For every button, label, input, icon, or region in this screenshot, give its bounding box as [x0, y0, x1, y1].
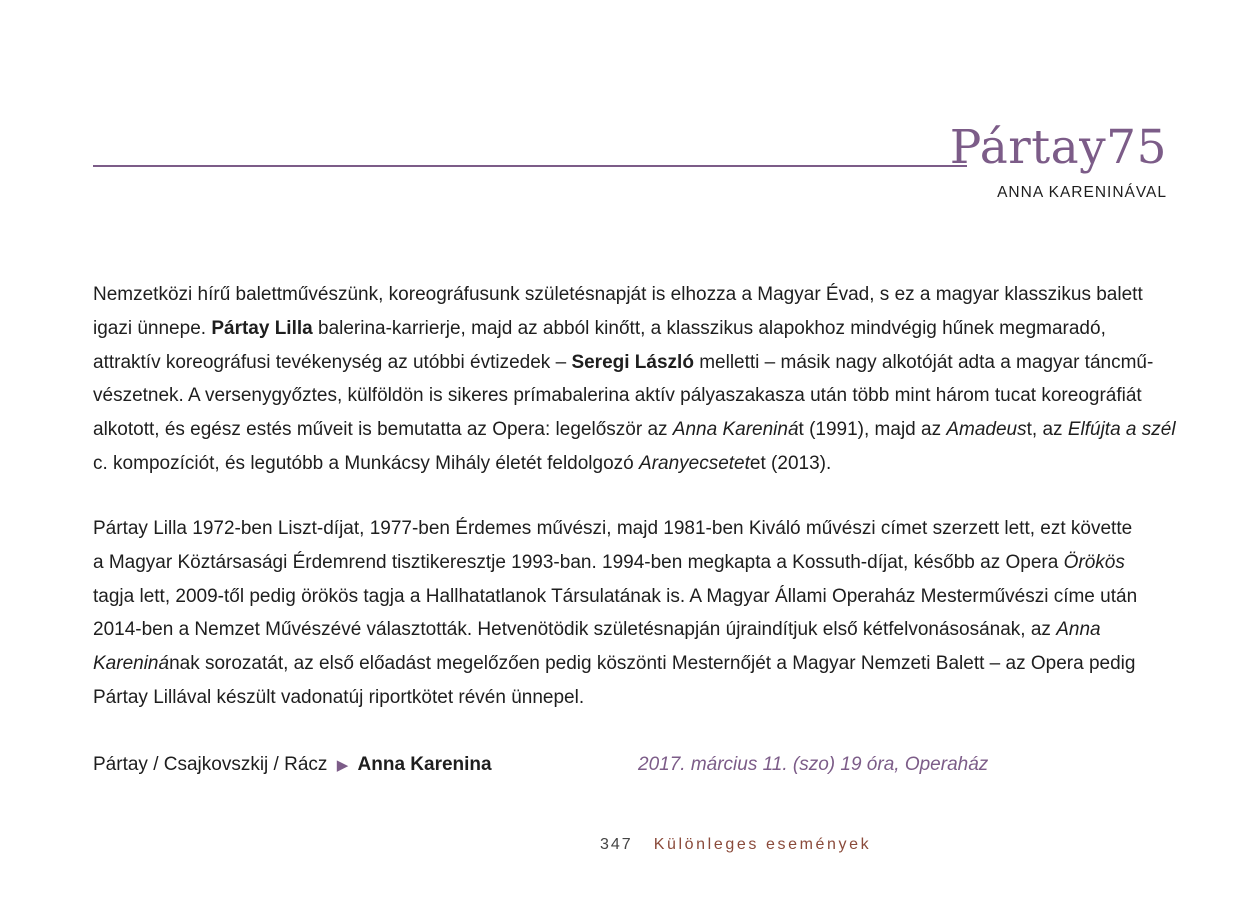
text-line: Pártay Lilla 1972-ben Liszt-díjat, 1977-ben Érdemes művészi, majd 1981-ben Kiváló művészi címet szerzett lett, ezt követte [93, 518, 1133, 539]
text-line: 2014-ben a Nemzet Művészévé választották. Hetvenötödik születésnapján újraindítjuk első kétfelvonásosának, az Anna [93, 619, 1101, 641]
text-line: c. kompozíciót, és legutóbb a Munkácsy Mihály életét feldolgozó Aranyecsetetet (2013). [93, 452, 832, 474]
work-title: Aranyecsetet [639, 452, 750, 474]
name-highlight: Pártay Lilla [211, 317, 313, 339]
work-title: Amadeus [946, 419, 1027, 441]
work-title: Elfújta a szél [1067, 419, 1176, 441]
emphasis: Örökös [1063, 551, 1125, 573]
performance-date: 2017. március 11. (szo) 19 óra, Operaház [638, 754, 989, 775]
text-line: Nemzetközi hírű balettművészünk, koreográfusunk születésnapját is elhozza a Magyar Évad, s ez a magyar klasszikus balett [93, 284, 1143, 305]
page-number: 347 [600, 836, 633, 853]
text-line: a Magyar Köztársasági Érdemrend tisztikeresztje 1993-ban. 1994-ben megkapta a Kossuth-díjat, később az Opera Örökös [93, 551, 1125, 573]
text-line: vészetnek. A versenygyőztes, külföldön is sikeres prímabalerina aktív pályaszakasza után több mint három tucat koreográfiát [93, 385, 1142, 407]
text-line: alkotott, és egész estés műveit is bemutatta az Opera: legelőször az Anna Kareninát (1991), majd az Amadeust, az Elfújta a szél [93, 419, 1176, 441]
page-footer [600, 836, 871, 854]
performance-credits: Pártay / Csajkovszkij / Rácz [93, 754, 328, 775]
work-title: Kareniná [93, 653, 170, 675]
header-rule [93, 165, 967, 167]
text-line: attraktív koreográfusi tevékenység az utóbbi évtizedek – Seregi László melletti – másik nagy alkotóját adta a magyar táncmű- [93, 351, 1154, 373]
name-highlight: Seregi László [571, 351, 694, 373]
work-title: Anna Kareniná [672, 419, 799, 441]
awards-paragraph [93, 512, 1183, 715]
arrow-icon: ▶ [336, 757, 349, 774]
intro-paragraph [93, 278, 1183, 481]
text-line: Pártay Lillával készült vadonatúj riportkötet révén ünnepel. [93, 686, 585, 708]
text-line: Kareninának sorozatát, az első előadást megelőzően pedig köszönti Mesternőjét a Magyar Nemzeti Balett – az Opera pedig [93, 653, 1136, 675]
page-title: Pártay75 [949, 120, 1167, 175]
performance-work: Anna Karenina [357, 754, 492, 775]
text-line: tagja lett, 2009-től pedig örökös tagja a Hallhatatlanok Társulatának is. A Magyar Állami Operaház Mesterművészi címe után [93, 585, 1138, 607]
page-subtitle: ANNA KARENINÁVAL [997, 184, 1167, 201]
section-title: Különleges események [653, 836, 872, 853]
text-line: igazi ünnepe. Pártay Lilla balerina-karrierje, majd az abból kinőtt, a klasszikus alapokhoz mindvégig hűnek megmaradó, [93, 317, 1106, 339]
performance-info [93, 750, 492, 781]
work-title: Anna [1056, 619, 1101, 641]
